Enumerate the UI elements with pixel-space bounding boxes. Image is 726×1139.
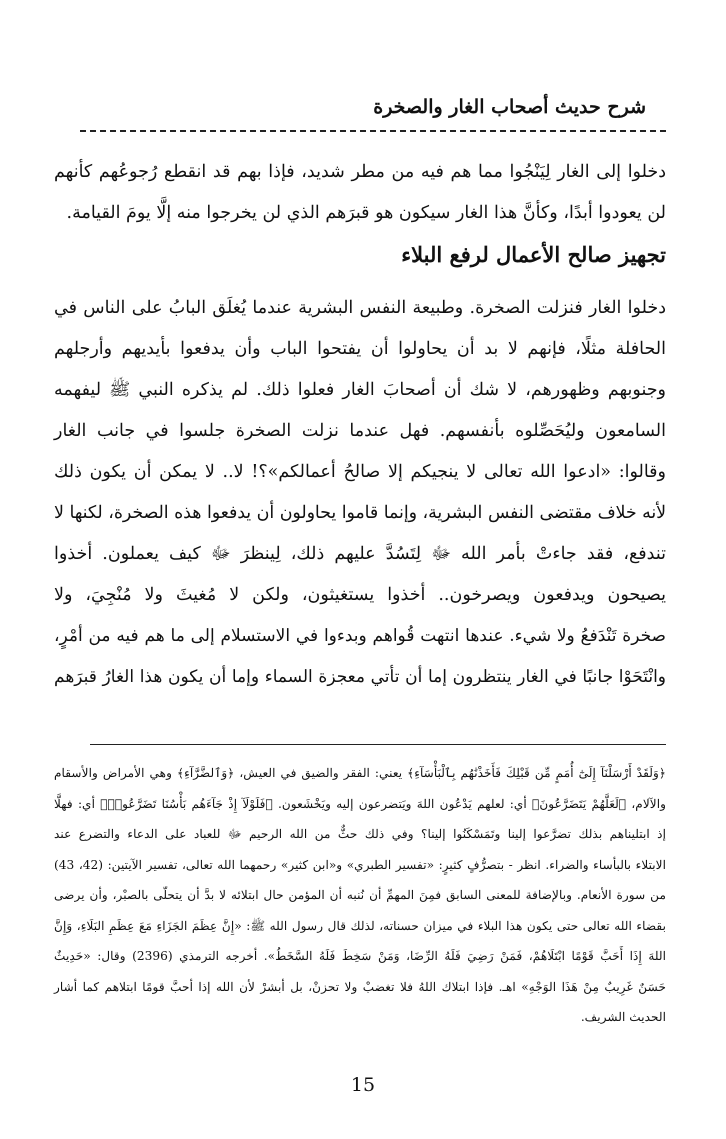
text-line: صخرة تَنْدَفعُ ولا شيء. عندها انتهت قُواهم وبدءوا في الاستسلام إلى ما هم فيه من أمْرٍ، xyxy=(54,626,666,646)
header-divider xyxy=(80,130,666,132)
footnote-line: حَسَنٌ غَرِيبٌ مِنْ هَذَا الوَجْهِ» اهـ. فإذا ابتلاك اللهُ فلا تغضبْ ولا تحزنْ، بل أبشرْ لأن الله إذا أحبَّ قومًا ابتلاهم كما أشار xyxy=(54,979,666,994)
footnote-divider xyxy=(90,744,666,745)
text-line: السامعون وليُحَصِّلوه بأنفسهم. فهل عندما نزلت الصخرة جلسوا في جانب الغار xyxy=(54,421,666,441)
text-line: الحافلة مثلًا، فإنهم لا بد أن يحاولوا أن يفتحوا الباب وأن يدفعوا بأيديهم وأرجلهم xyxy=(54,339,666,359)
text-line: يصيحون ويدفعون ويصرخون.. أخذوا يستغيثون، ولكن لا مُغيثَ ولا مُنْجِيَ، ولا xyxy=(54,585,666,605)
text-line: وانْتَحَوْا جانبًا في الغار ينتظرون إما أن تأتي معجزة السماء وإما أن يكون هذا الغارُ قبرَهم xyxy=(54,667,666,687)
footnotes xyxy=(54,758,666,1033)
footnote-line: بقضاء الله تعالى حتى يكون هذا البلاء في ميزان حسناته، لذلك قال رسول الله ﷺ: «إِنَّ عِظَمَ الجَزَاءِ مَعَ عِظَمِ البَلَاءِ، وَإِنَّ xyxy=(54,918,666,933)
main-paragraph xyxy=(54,288,666,698)
text-line: دخلوا إلى الغار لِيَنْجُوا مما هم فيه من مطر شديد، فإذا بهم قد انقطع رُجوعُهم كأنهم xyxy=(54,162,666,182)
text-line: وجنوبهم وظهورهم، لا شك أن أصحابَ الغار فعلوا ذلك. لم يذكره النبي ﷺ ليفهمه xyxy=(54,380,666,400)
footnote-line: إذ ابتليناهم بذلك تضرَّعوا إلينا وتَمَسْكَنُوا إلينا؟ وفي ذلك حثٌّ من الله الرحيم ﷻ للعباد على الدعاء والتضرع عند xyxy=(54,827,666,841)
text-line: وقالوا: «ادعوا الله تعالى لا ينجيكم إلا صالحُ أعمالكم»؟! لا.. لا يمكن أن يكون ذلك xyxy=(54,462,666,482)
footnote-line: الحديث الشريف. xyxy=(580,1010,666,1024)
running-header-title: شرح حديث أصحاب الغار والصخرة xyxy=(373,96,646,118)
footnote-line: اللهَ إِذَا أَحَبَّ قَوْمًا ابْتَلَاهُمْ، فَمَنْ رَضِيَ فَلَهُ الرِّضَا، وَمَنْ سَخِطَ فَلَهُ السَّخَطُ». أخرجه الترمذي (2396) وقال: «حَدِيثٌ xyxy=(54,949,666,963)
section-heading: تجهيز صالح الأعمال لرفع البلاء xyxy=(401,242,666,267)
text-line: لأنه خلاف مقتضى النفس البشرية، وإنما قاموا يحاولون أن يدفعوا هذه الصخرة، لكنها لا xyxy=(54,503,666,523)
text-line: لن يعودوا أبدًا، وكأنَّ هذا الغار سيكون هو قبرَهم الذي لن يخرجوا منه إلَّا يومَ القيامة. xyxy=(66,203,666,223)
text-line: دخلوا الغار فنزلت الصخرة. وطبيعة النفس البشرية عندما يُغلَق البابُ على الناس في xyxy=(54,298,666,318)
footnote-line: الابتلاء بالبأساء والضراء. انظر - بتصرُّفٍ كثيرٍ: «تفسير الطبري» و«ابن كثير» رحمهما الله تعالى، تفسير الآيتين: (42، 43) xyxy=(54,857,666,872)
page-number: 15 xyxy=(350,1074,376,1096)
text-line: تندفع، فقد جاءتْ بأمر الله ﷻ لِتَسُدَّ عليهم ذلك، لِينظرَ ﷻ كيف يعملون. أخذوا xyxy=(54,544,666,564)
footnote-line: من سورة الأنعام. وبالإضافة للمعنى السابق فمِنَ المهمِّ أن نُنبه أن المؤمن حال ابتلائه لا بدَّ أن يتحلّى بالصبْر، وأن يرضى xyxy=(54,888,666,902)
footnote-line: ﴿وَلَقَدْ أَرْسَلْنَآ إِلَىٰٓ أُمَمٍ مِّن قَبْلِكَ فَأَخَذْنَٰهُم بِٱلْبَأْسَآءِ﴾ يعني: الفقر والضيق في العيش، ﴿وَٱلضَّرَّآءِ﴾ وهي الأمراض والأسقام xyxy=(54,766,666,780)
intro-paragraph xyxy=(54,152,666,234)
footnote-line: والآلام، ﴿لَعَلَّهُمْ يَتَضَرَّعُونَ﴾ أي: لعلهم يَدْعُون اللهَ ويَتضرعون إليه ويَخْشَعون. ﴿فَلَوْلَآ إِذْ جَآءَهُم بَأْسُنَا تَضَرَّعُوا۟﴾ أي: فهلَّا xyxy=(54,796,666,811)
